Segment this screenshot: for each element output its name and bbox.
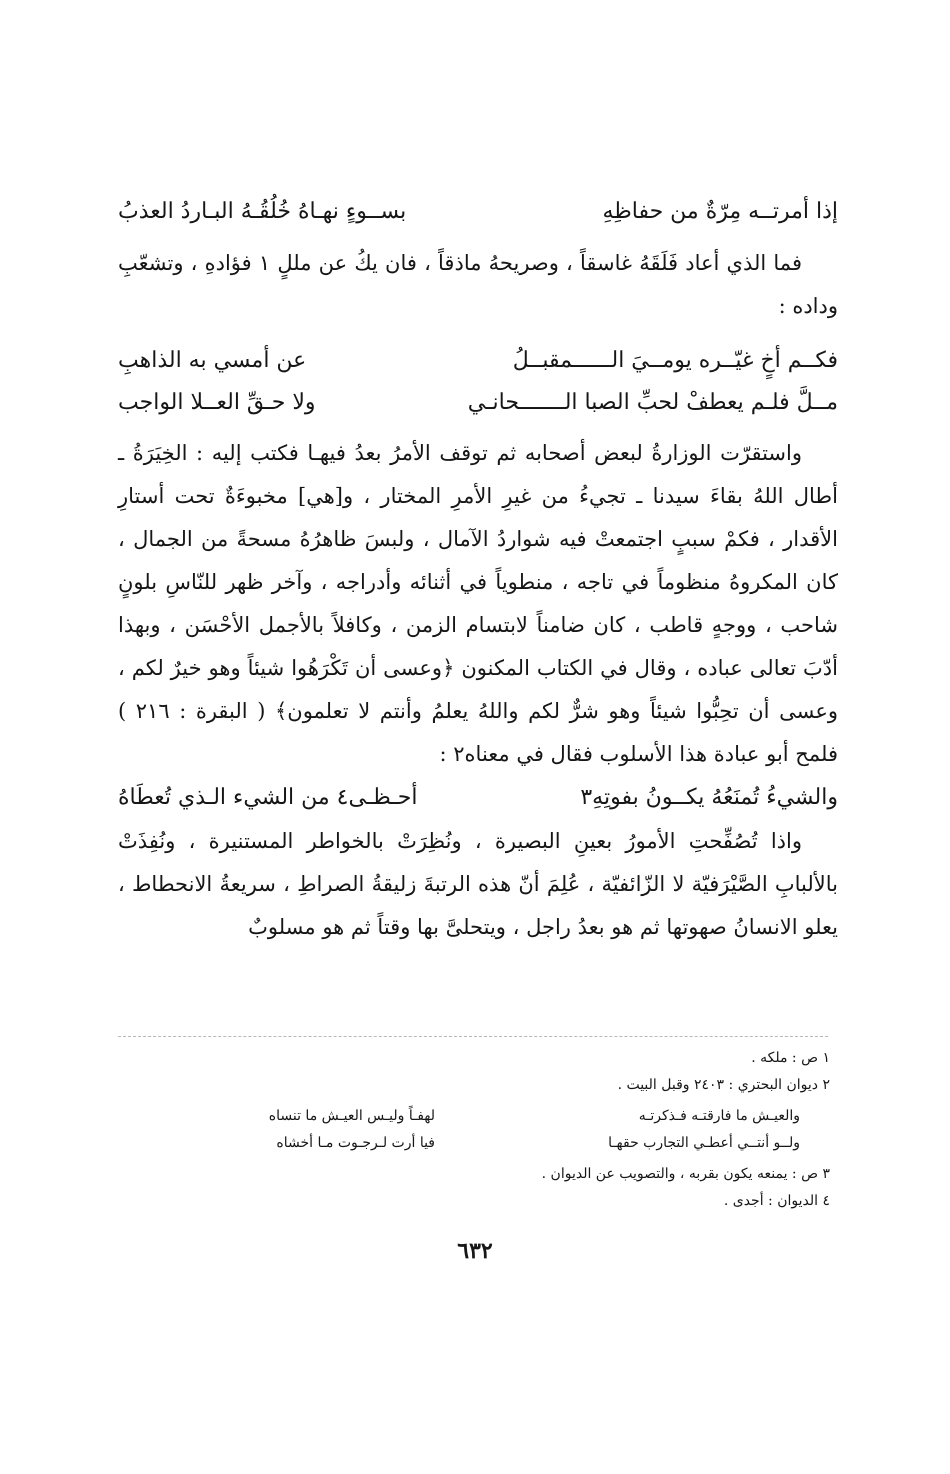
- footnote-separator: [118, 1036, 828, 1037]
- couplets-block: [118, 340, 838, 424]
- footnote-1: ١ ص : ملكه .: [751, 1050, 830, 1066]
- couplet-1: [118, 340, 838, 382]
- verse-line-2: [118, 776, 838, 820]
- fn-verse-2-left: فيا أرت لـرجـوت مـا أخشاه: [276, 1135, 435, 1151]
- fn-verse-1-right: والعيـش ما فارقتـه فـذكرتـه: [638, 1108, 800, 1124]
- couplet-1-right: فكــم أخٍ غيّــره يومــيَ الــــــمقبــلُ: [512, 348, 838, 373]
- verse-hemistich-left: بســوءٍ نهـاهُ خُلُقُـهُ البـاردُ العذبُ: [118, 199, 407, 224]
- fn-verse-1-left: لهفـاً وليـس العيـش ما تنساه: [268, 1108, 435, 1124]
- couplet-2-left: ولا حـقِّ العــلا الواجب: [118, 390, 316, 415]
- footnote-3: ٣ ص : يمنعه يكون بقربه ، والتصويب عن الديوان .: [541, 1166, 830, 1182]
- verse2-hemistich-left: أحـظـى٤ من الشيء الـذي تُعطَاهُ: [118, 785, 418, 810]
- couplet-2: [118, 382, 838, 424]
- footnote-4: ٤ الديوان : أجدى .: [723, 1193, 830, 1209]
- paragraph-2: واستقرّت الوزارةُ لبعض أصحابه ثم توقف الأمرُ بعدُ فيهـا فكتب إليه : الخِيَرَةُ ـ أطال اللهُ بقاءَ سيدنا ـ تجيءُ من غيرِ الأمرِ المختار ، و[هي] مخبوءَةٌ تحت أستارِ الأقدار ، فكمْ سببٍ اجتمعتْ فيه شواردُ الآمال ، ولبسَ ظاهرُهُ مسحةً من الجمال ، كان المكروهُ منظوماً في تاجه ، منطوياً في أثنائه وأدراجه ، وآخر ظهر للنّاسِ بلونٍ شاحب ، ووجهٍ قاطب ، كان ضامناً لابتسام الزمن ، وكافلاً بالأجمل الأحْسَن ، وبهذا أدّبَ تعالى عباده ، وقال في الكتاب المكنون ﴿وعسى أن تَكْرَهُوا شيئاً وهو خيرٌ لكم ، وعسى أن تحِبُّوا شيئاً وهو شرٌّ لكم واللهُ يعلمُ وأنتم لا تعلمون﴾ ( البقرة : ٢١٦ ) فلمح أبو عبادة هذا الأسلوب فقال في معناه٢ :: [118, 441, 838, 766]
- couplet-2-right: مــلَّ فلـم يعطفْ لحبِّ الصبا الـــــــحانـي: [467, 390, 838, 415]
- footnotes: [140, 1045, 830, 1215]
- footnote-2: ٢ ديوان البحتري : ٢٤٠٣ وقبل البيت .: [617, 1077, 830, 1093]
- verse2-hemistich-right: والشيءُ تُمنَعُهُ يكــونُ بفوتِهِ٣: [580, 785, 838, 810]
- page-number: ٦٣٢: [457, 1238, 493, 1264]
- paragraph-3: واذا تُصُفِّحتِ الأمورُ بعينِ البصيرة ، ونُظِرَتْ بالخواطر المستنيرة ، ونُفِذَتْ بالألبابِ الصَّيْرَفيّة لا الزّائفيّة ، عُلِمَ أنّ هذه الرتبةَ زليقةُ الصراطِ ، سريعةُ الانحطاط ، يعلو الانسانُ صهوتها ثم هو بعدُ راجل ، ويتحلىَّ بها وقتاً ثم هو مسلوبٌ: [118, 829, 838, 939]
- page-body: [118, 190, 838, 949]
- paragraph-1: فما الذي أعاد فَلَقَهُ غاسقاً ، وصريحهُ ماذقاً ، فان يكُ عن مللٍ ١ فؤادهِ ، وتشعّبِ وداده :: [118, 251, 838, 318]
- verse-hemistich-right: إذا أمرتــه مِرّةٌ من حفاظِهِ: [602, 199, 838, 224]
- footnote-2-verses: [140, 1103, 830, 1157]
- couplet-1-left: عن أمسي به الذاهبِ: [118, 348, 307, 373]
- fn-verse-2-right: ولــو أنتــي أعطـي التجارب حقهـا: [608, 1135, 800, 1151]
- verse-line: [118, 190, 838, 234]
